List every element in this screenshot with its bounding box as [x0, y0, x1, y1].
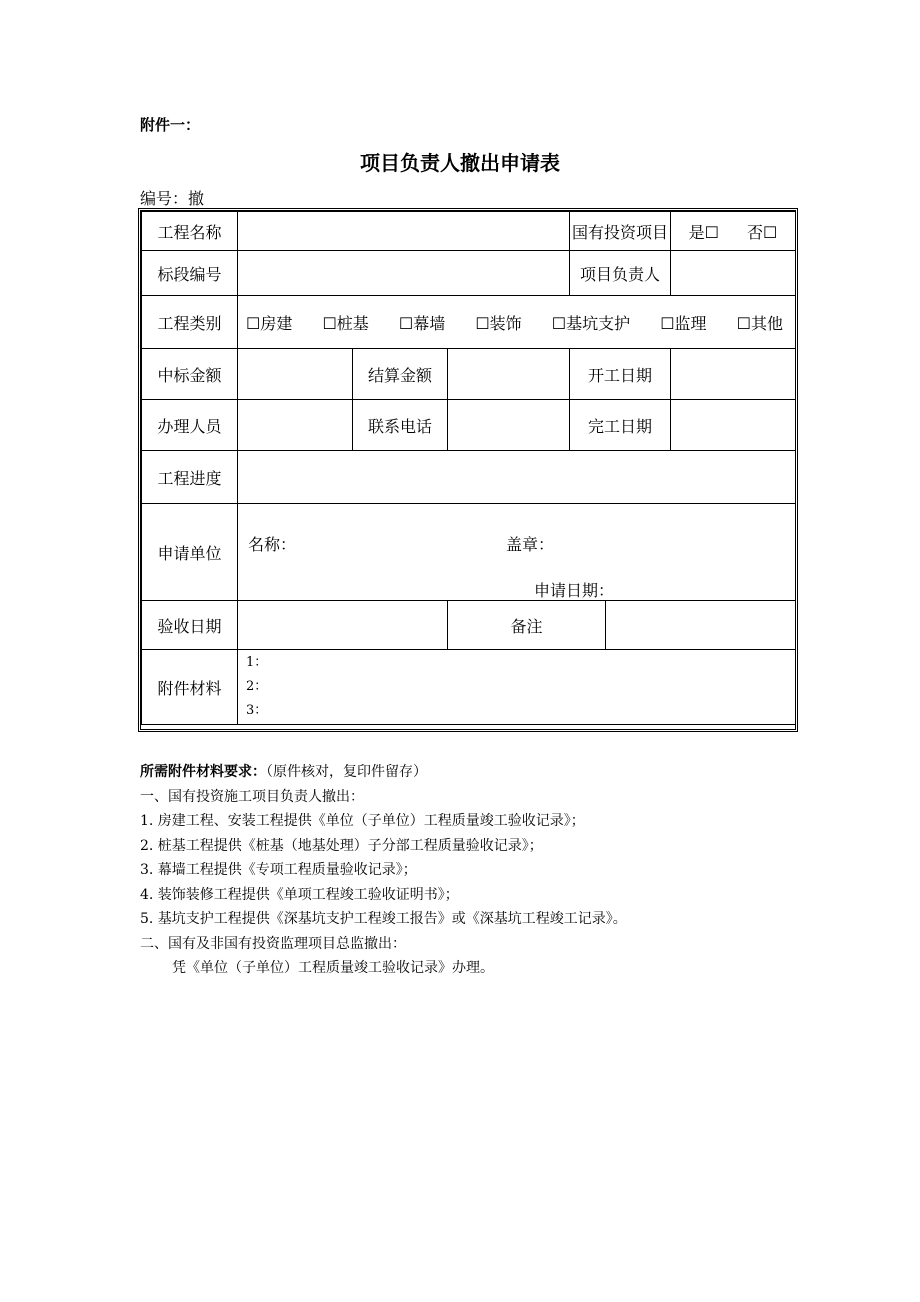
serial-number: [140, 186, 334, 209]
phone-label: 联系电话: [353, 400, 448, 451]
application-form: [141, 211, 796, 725]
apply-date-label: 申请日期：: [534, 581, 615, 600]
settle-amount-field[interactable]: [448, 349, 570, 400]
category-option-foundation-pit[interactable]: ☐基坑支护: [551, 313, 631, 333]
category-option-curtain-wall[interactable]: ☐幕墙: [398, 313, 446, 333]
finish-date-field[interactable]: [671, 400, 796, 451]
notes-line: 二、国有及非国有投资监理项目总监撤出：: [140, 935, 406, 952]
material-item-1: 1：: [246, 655, 268, 670]
state-invest-label: 国有投资项目: [570, 212, 671, 251]
category-option-decoration[interactable]: ☐装饰: [475, 313, 522, 333]
manager-label: 项目负责人: [570, 251, 671, 296]
applicant-name-label: 名称：: [248, 535, 297, 554]
requirements-notes: [140, 760, 627, 981]
category-option-supervision[interactable]: ☐监理: [660, 313, 707, 333]
progress-label: 工程进度: [142, 451, 238, 504]
start-date-label: 开工日期: [570, 349, 671, 400]
material-item-2: 2：: [246, 679, 268, 694]
serial-label: 编号：撤: [140, 189, 205, 208]
material-item-3: 3：: [246, 703, 268, 718]
accept-date-label: 验收日期: [142, 601, 238, 650]
notes-line: 2. 桩基工程提供《桩基（地基处理）子分部工程质量验收记录》；: [140, 837, 543, 854]
bid-amount-field[interactable]: [238, 349, 353, 400]
accept-date-field[interactable]: [238, 601, 448, 650]
section-no-label: 标段编号: [142, 251, 238, 296]
section-no-field[interactable]: [238, 251, 570, 296]
category-option-housing[interactable]: ☐房建: [246, 313, 293, 333]
notes-heading-line: [140, 760, 627, 785]
no-checkbox[interactable]: 否☐: [747, 222, 778, 242]
yes-checkbox[interactable]: 是☐: [688, 222, 720, 242]
category-label: 工程类别: [142, 296, 238, 349]
applicant-field[interactable]: [238, 504, 796, 601]
notes-line: 1. 房建工程、安装工程提供《单位（子单位）工程质量竣工验收记录》；: [140, 813, 585, 829]
attachment-heading: 附件一：: [140, 116, 201, 134]
finish-date-label: 完工日期: [570, 400, 671, 451]
notes-last-line: 凭《单位（子单位）工程质量竣工验收记录》办理。: [172, 960, 494, 976]
handler-label: 办理人员: [142, 400, 238, 451]
yes-no-cell: [671, 212, 796, 251]
notes-line: 一、国有投资施工项目负责人撤出：: [140, 788, 364, 805]
notes-line: 5. 基坑支护工程提供《深基坑支护工程竣工报告》或《深基坑工程竣工记录》。: [140, 911, 627, 927]
handler-field[interactable]: [238, 400, 353, 451]
category-options: [238, 296, 796, 349]
notes-line: 3. 幕墙工程提供《专项工程质量验收记录》；: [140, 862, 417, 878]
notes-line: 4. 装饰装修工程提供《单项工程竣工验收证明书》；: [140, 886, 459, 903]
applicant-seal-label: 盖章：: [506, 535, 555, 554]
project-name-label: 工程名称: [142, 212, 238, 251]
remark-label: 备注: [448, 601, 606, 650]
materials-field[interactable]: [238, 650, 796, 725]
progress-field[interactable]: [238, 451, 796, 504]
bid-amount-label: 中标金额: [142, 349, 238, 400]
settle-amount-label: 结算金额: [353, 349, 448, 400]
applicant-label: 申请单位: [142, 504, 238, 601]
project-name-field[interactable]: [238, 212, 570, 251]
manager-field[interactable]: [671, 251, 796, 296]
start-date-field[interactable]: [671, 349, 796, 400]
serial-input-line[interactable]: [204, 190, 334, 209]
category-option-other[interactable]: ☐其他: [736, 313, 783, 333]
remark-field[interactable]: [606, 601, 796, 650]
notes-heading-note: （原件核对，复印件留存）: [266, 764, 427, 780]
phone-field[interactable]: [448, 400, 570, 451]
notes-heading: 所需附件材料要求：: [140, 764, 266, 780]
category-option-pile[interactable]: ☐桩基: [322, 313, 369, 333]
materials-label: 附件材料: [142, 650, 238, 725]
page-title: 项目负责人撤出申请表: [360, 151, 560, 175]
